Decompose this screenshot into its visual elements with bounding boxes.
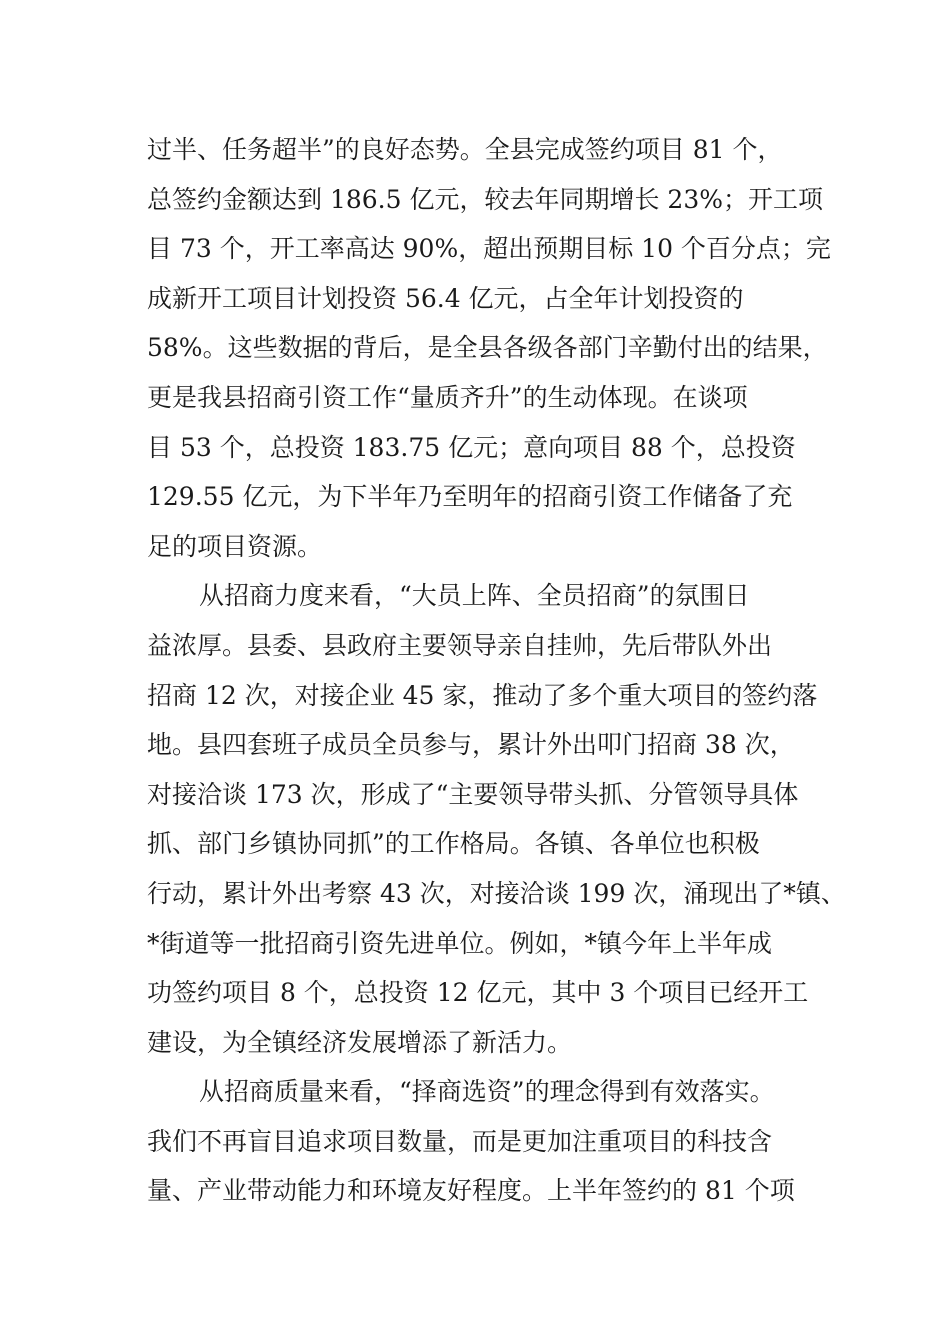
text-line: 我们不再盲目追求项目数量，而是更加注重项目的科技含 — [147, 1126, 773, 1156]
text-line: 地。县四套班子成员全员参与，累计外出叩门招商 38 次， — [147, 730, 795, 760]
paragraph-investment-quality — [147, 1067, 817, 1216]
text-line: 从招商力度来看，“大员上阵、全员招商”的氛围日 — [199, 581, 750, 611]
text-line: 总签约金额达到 186.5 亿元，较去年同期增长 23%；开工项 — [147, 184, 823, 214]
text-line: 目 73 个，开工率高达 90%，超出预期目标 10 个百分点；完 — [147, 234, 831, 264]
text-line: 招商 12 次，对接企业 45 家，推动了多个重大项目的签约落 — [147, 680, 818, 710]
text-line: 58%。这些数据的背后，是全县各级各部门辛勤付出的结果， — [147, 333, 828, 363]
document-body — [147, 125, 846, 1216]
text-line: 量、产业带动能力和环境友好程度。上半年签约的 81 个项 — [147, 1176, 795, 1206]
text-line: 行动，累计外出考察 43 次，对接洽谈 199 次，涌现出了*镇、 — [147, 878, 846, 908]
text-line: 益浓厚。县委、县政府主要领导亲自挂帅，先后带队外出 — [147, 630, 773, 660]
text-line: 足的项目资源。 — [147, 531, 323, 561]
text-line: *街道等一批招商引资先进单位。例如，*镇今年上半年成 — [147, 928, 773, 958]
text-line: 过半、任务超半”的良好态势。全县完成签约项目 81 个， — [147, 135, 783, 164]
text-line: 从招商质量来看，“择商选资”的理念得到有效落实。 — [199, 1077, 775, 1107]
paragraph-investment-effort — [147, 571, 846, 1067]
paragraph-signing-results — [147, 125, 831, 571]
text-line: 成新开工项目计划投资 56.4 亿元，占全年计划投资的 — [147, 283, 744, 313]
text-line: 目 53 个，总投资 183.75 亿元；意向项目 88 个，总投资 — [147, 432, 796, 462]
text-line: 对接洽谈 173 次，形成了“主要领导带头抓、分管领导具体 — [147, 779, 799, 809]
text-line: 更是我县招商引资工作“量质齐升”的生动体现。在谈项 — [147, 382, 748, 412]
text-line: 抓、部门乡镇协同抓”的工作格局。各镇、各单位也积极 — [147, 829, 760, 859]
text-line: 功签约项目 8 个，总投资 12 亿元，其中 3 个项目已经开工 — [147, 978, 809, 1008]
text-line: 建设，为全镇经济发展增添了新活力。 — [147, 1027, 573, 1057]
text-line: 129.55 亿元，为下半年乃至明年的招商引资工作储备了充 — [147, 482, 793, 512]
